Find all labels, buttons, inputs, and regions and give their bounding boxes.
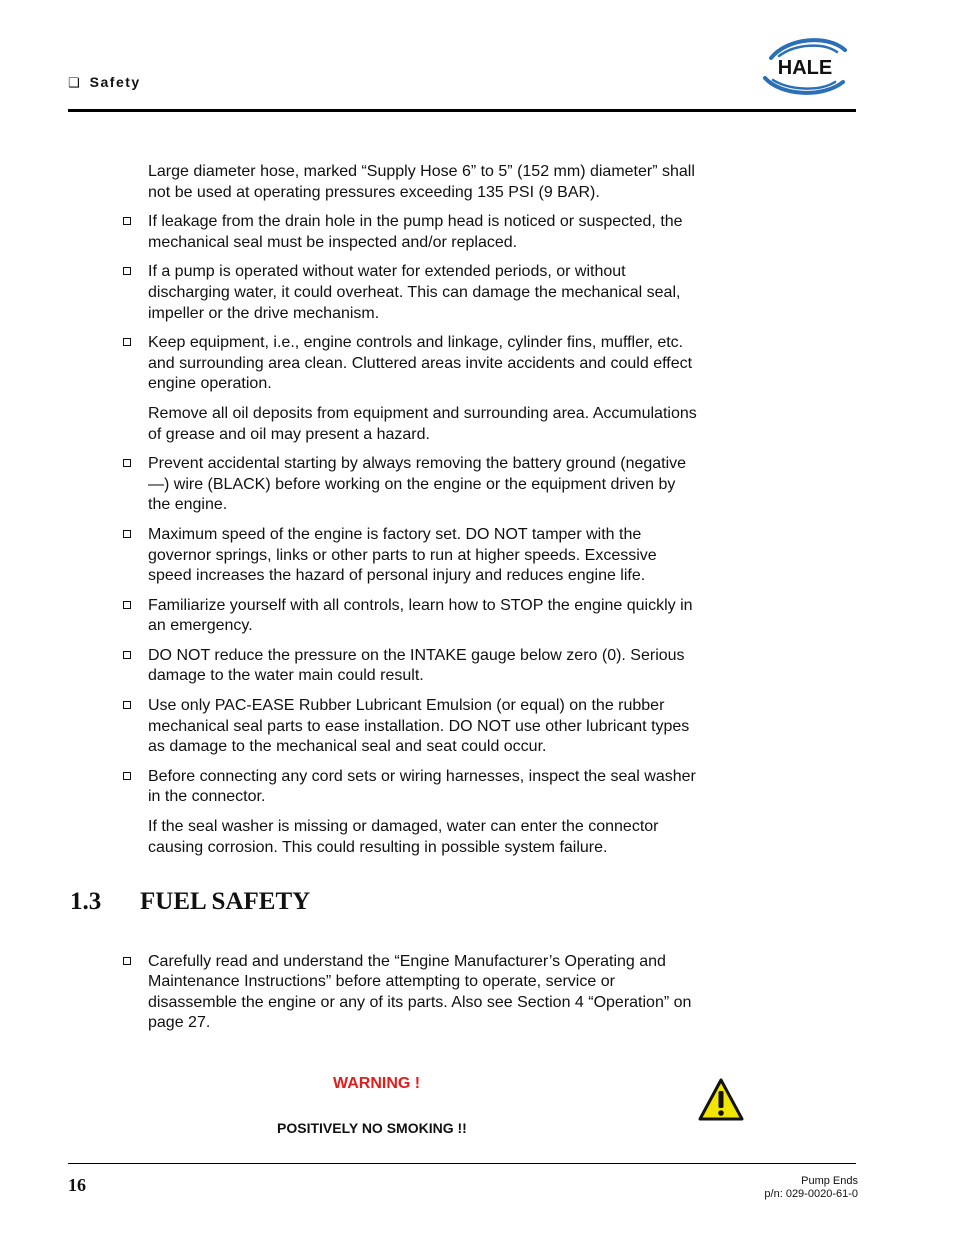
bullet-item [120,646,700,687]
warning-title: WARNING ! [333,1075,421,1092]
fuel-safety-body [120,952,700,1043]
logo-text: HALE [777,57,833,79]
paragraph-text: Familiarize yourself with all controls, learn how to STOP the engine quickly in an emergency. [148,596,693,635]
bullet-box-icon [123,530,131,538]
paragraph [120,162,700,203]
bullet-item [120,525,700,587]
bullet-box-icon [123,338,131,346]
bullet-box-icon [123,772,131,780]
warning-triangle-icon [697,1077,745,1122]
bullet-item [120,696,700,758]
bullet-item [120,212,700,253]
bullet-box-icon [123,217,131,225]
footer-rule [68,1163,856,1164]
header-section-label [68,74,141,91]
header-section-text: Safety [89,74,141,90]
footer-part-number: p/n: 029-0020-61-0 [764,1188,858,1200]
bullet-box-icon [123,459,131,467]
header-rule [68,109,856,112]
bullet-item [120,262,700,324]
section-heading [70,888,310,916]
paragraph-text: Keep equipment, i.e., engine controls and linkage, cylinder fins, muffler, etc. and surrounding area clean. Cluttered areas invite accidents and could effect engine operation. [148,334,693,393]
paragraph [120,817,700,858]
footer-doc-title: Pump Ends [801,1175,858,1187]
paragraph-text: If a pump is operated without water for extended periods, or without discharging water, it could overheat. This can damage the mechanical seal, impeller or the drive mechanism. [148,263,681,322]
bullet-item [120,454,700,516]
bullet-box-icon [123,267,131,275]
paragraph-text: If the seal washer is missing or damaged, water can enter the connector causing corrosion. This could resulting in possible system failure. [148,818,659,856]
bullet-item [120,596,700,637]
footer-doc-info [764,1175,858,1201]
bullet-box-icon [123,957,131,965]
warning-text: POSITIVELY NO SMOKING !! [277,1120,467,1136]
paragraph-text: Prevent accidental starting by always removing the battery ground (negative —) wire (BLACK) before working on the engine or the equipment driven by the engine. [148,455,687,514]
header-bullet: ❑ [68,75,80,90]
safety-body [120,162,700,867]
paragraph-text: Large diameter hose, marked “Supply Hose 6” to 5” (152 mm) diameter” shall not be used at operating pressures exceeding 135 PSI (9 BAR). [148,163,695,201]
paragraph-text: Remove all oil deposits from equipment and surrounding area. Accumulations of grease and oil may present a hazard. [148,404,697,443]
paragraph [120,404,700,445]
paragraph-text: Carefully read and understand the “Engine Manufacturer’s Operating and Maintenance Instructions” before attempting to operate, service or disassemble the engine or any of its parts. Also see Section 4 “Operation” on page 27. [148,953,692,1032]
section-number: 1.3 [70,888,102,915]
paragraph-text: DO NOT reduce the pressure on the INTAKE gauge below zero (0). Serious damage to the water main could result. [148,646,685,685]
bullet-item [120,767,700,808]
page-number: 16 [68,1175,86,1195]
paragraph-text: Maximum speed of the engine is factory set. DO NOT tamper with the governor springs, links or other parts to run at higher speeds. Excessive speed increases the hazard of personal injury and reduces engine life. [148,525,657,585]
bullet-box-icon [123,701,131,709]
bullet-box-icon [123,651,131,659]
bullet-item [120,952,700,1034]
paragraph-text: Before connecting any cord sets or wiring harnesses, inspect the seal washer in the connector. [148,767,696,806]
bullet-box-icon [123,601,131,609]
hale-logo [757,36,853,98]
paragraph-text: If leakage from the drain hole in the pump head is noticed or suspected, the mechanical seal must be inspected and/or replaced. [148,213,683,251]
section-title: FUEL SAFETY [140,888,311,915]
paragraph-text: Use only PAC-EASE Rubber Lubricant Emulsion (or equal) on the rubber mechanical seal parts to ease installation. DO NOT use other lubricant types as damage to the mechanical seal and seat could occur. [148,697,690,756]
bullet-item [120,333,700,395]
